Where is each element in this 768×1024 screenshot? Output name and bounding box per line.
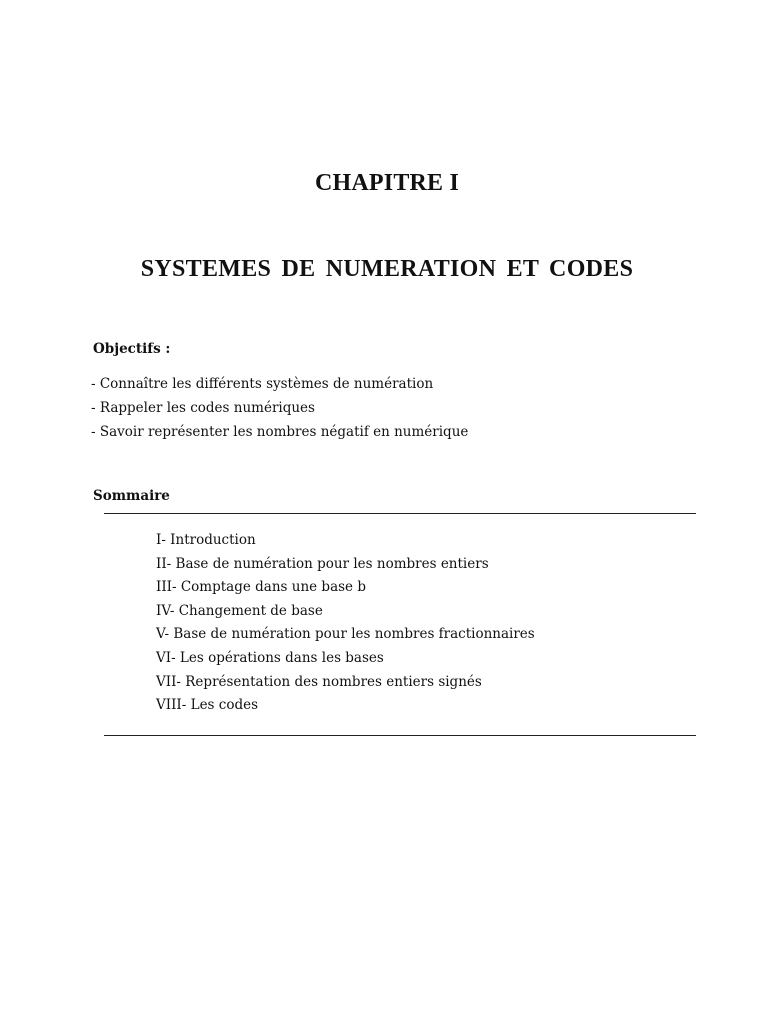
sommaire-item: II- Base de numération pour les nombres entiers: [156, 555, 489, 572]
sommaire-item: V- Base de numération pour les nombres fractionnaires: [156, 626, 535, 643]
sommaire-list: [156, 529, 535, 718]
sommaire-item: VIII- Les codes: [156, 697, 259, 714]
sommaire-item: VI- Les opérations dans les bases: [156, 649, 384, 666]
objectifs-list: [91, 372, 468, 444]
sommaire-item: IV- Changement de base: [156, 602, 323, 619]
objectif-item: - Rappeler les codes numériques: [91, 400, 315, 416]
objectif-item: - Connaître les différents systèmes de numération: [91, 376, 434, 392]
sommaire-top-divider: [104, 513, 696, 514]
objectifs-heading: Objectifs :: [93, 341, 171, 357]
sommaire-item: VII- Représentation des nombres entiers signés: [156, 673, 482, 690]
sommaire-item: III- Comptage dans une base b: [156, 579, 366, 596]
sommaire-heading: Sommaire: [93, 488, 170, 504]
chapter-title: SYSTEMES DE NUMERATION ET CODES: [140, 256, 634, 282]
chapter-heading: CHAPITRE I: [314, 170, 460, 196]
sommaire-item: I- Introduction: [156, 532, 256, 548]
sommaire-bottom-divider: [104, 735, 696, 736]
objectif-item: - Savoir représenter les nombres négatif en numérique: [91, 424, 469, 440]
